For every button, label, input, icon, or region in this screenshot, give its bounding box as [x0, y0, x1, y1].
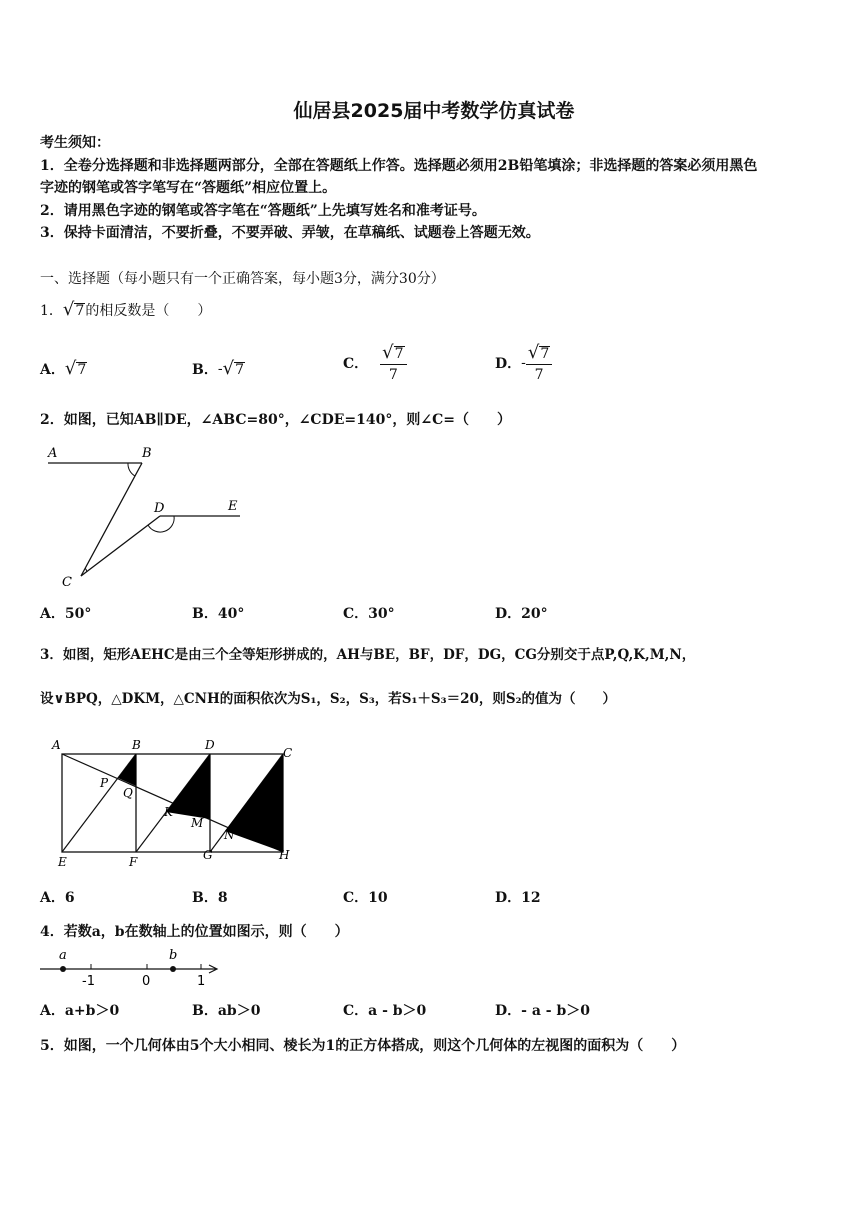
q1-option-a[interactable]: A． √ 7	[40, 358, 87, 379]
question-3-line-1: 3．如图，矩形AEHC是由三个全等矩形拼成的，AH与BE，BF，DF，DG，CG分别交于点P,Q,K,M,N，	[40, 647, 696, 663]
notice-item-1-cont: 字迹的钢笔或答字笔写在“答题纸”相应位置上。	[40, 180, 337, 196]
notice-heading: 考生须知：	[40, 135, 110, 151]
label-k: K	[164, 805, 173, 819]
label-e: E	[228, 499, 238, 514]
section-heading: 一、选择题（每小题只有一个正确答案，每小题3分，满分30分）	[40, 271, 445, 287]
label-n: N	[224, 828, 235, 842]
question-1-stem: 1． √ 7 的相反数是（ ）	[40, 299, 212, 320]
question-3-line-2: 设∨BPQ，△DKM，△CNH的面积依次为S₁，S₂，S₃，若S₁＋S₃＝20，则S₂的值为（ ）	[40, 691, 617, 707]
label-m: M	[191, 816, 204, 830]
label-g: G	[203, 848, 213, 862]
label-a: a	[59, 948, 67, 963]
q4-option-c[interactable]: C．a - b＞0	[343, 1003, 427, 1019]
q2-option-d[interactable]: D．20°	[495, 606, 548, 622]
label-d: D	[205, 738, 215, 752]
label-p: P	[100, 776, 109, 790]
label-q: Q	[123, 786, 133, 800]
q1-option-d[interactable]: D． - √ 7 7	[495, 344, 552, 382]
q2-option-a[interactable]: A．50°	[40, 606, 92, 622]
label-h: H	[279, 848, 290, 862]
tick-label-neg1: -1	[82, 974, 95, 989]
point-b	[170, 966, 176, 972]
q3-option-d[interactable]: D．12	[495, 890, 541, 906]
label-a: A	[48, 446, 58, 461]
point-a	[60, 966, 66, 972]
label-e: E	[58, 855, 67, 869]
label-f: F	[129, 855, 138, 869]
q3-figure	[40, 735, 310, 870]
q3-option-c[interactable]: C．10	[343, 890, 388, 906]
label-b: B	[132, 738, 141, 752]
label-b: b	[169, 948, 178, 963]
q2-figure	[40, 440, 250, 590]
q3-option-a[interactable]: A．6	[40, 890, 75, 906]
notice-item-3: 3．保持卡面清洁，不要折叠，不要弄破、弄皱，在草稿纸、试题卷上答题无效。	[40, 225, 540, 241]
label-a: A	[52, 738, 61, 752]
q1-option-b[interactable]: B． - √ 7	[192, 358, 244, 379]
label-c: C	[283, 746, 293, 760]
label-b: B	[142, 446, 152, 461]
page-title: 仙居县2025届中考数学仿真试卷	[293, 100, 575, 122]
question-4-stem: 4．若数a，b在数轴上的位置如图示，则（ ）	[40, 924, 349, 940]
sqrt-expression: √ 7	[62, 299, 85, 320]
q4-option-b[interactable]: B．ab＞0	[192, 1003, 261, 1019]
question-5-stem: 5．如图，一个几何体由5个大小相同、棱长为1的正方体搭成，则这个几何体的左视图的面积为（ ）	[40, 1038, 686, 1054]
notice-item-2: 2．请用黑色字迹的钢笔或答字笔在“答题纸”上先填写姓名和准考证号。	[40, 203, 486, 219]
q1-option-c[interactable]: C． √ 7 7	[343, 344, 407, 382]
label-c: C	[62, 575, 72, 590]
question-2-stem: 2．如图，已知AB∥DE，∠ABC=80°，∠CDE=140°，则∠C=（ ）	[40, 412, 511, 428]
number-line	[36, 946, 226, 990]
notice-item-1: 1．全卷分选择题和非选择题两部分，全部在答题纸上作答。选择题必须用2B铅笔填涂；非选择题的答案必须用黑色	[40, 158, 758, 174]
tick-label-0: 0	[142, 974, 151, 989]
tick-label-1: 1	[197, 974, 206, 989]
q2-option-c[interactable]: C．30°	[343, 606, 395, 622]
q2-option-b[interactable]: B．40°	[192, 606, 245, 622]
q3-option-b[interactable]: B．8	[192, 890, 228, 906]
q4-option-a[interactable]: A．a+b＞0	[40, 1003, 120, 1019]
label-d: D	[154, 501, 165, 516]
q4-option-d[interactable]: D．- a - b＞0	[495, 1003, 590, 1019]
